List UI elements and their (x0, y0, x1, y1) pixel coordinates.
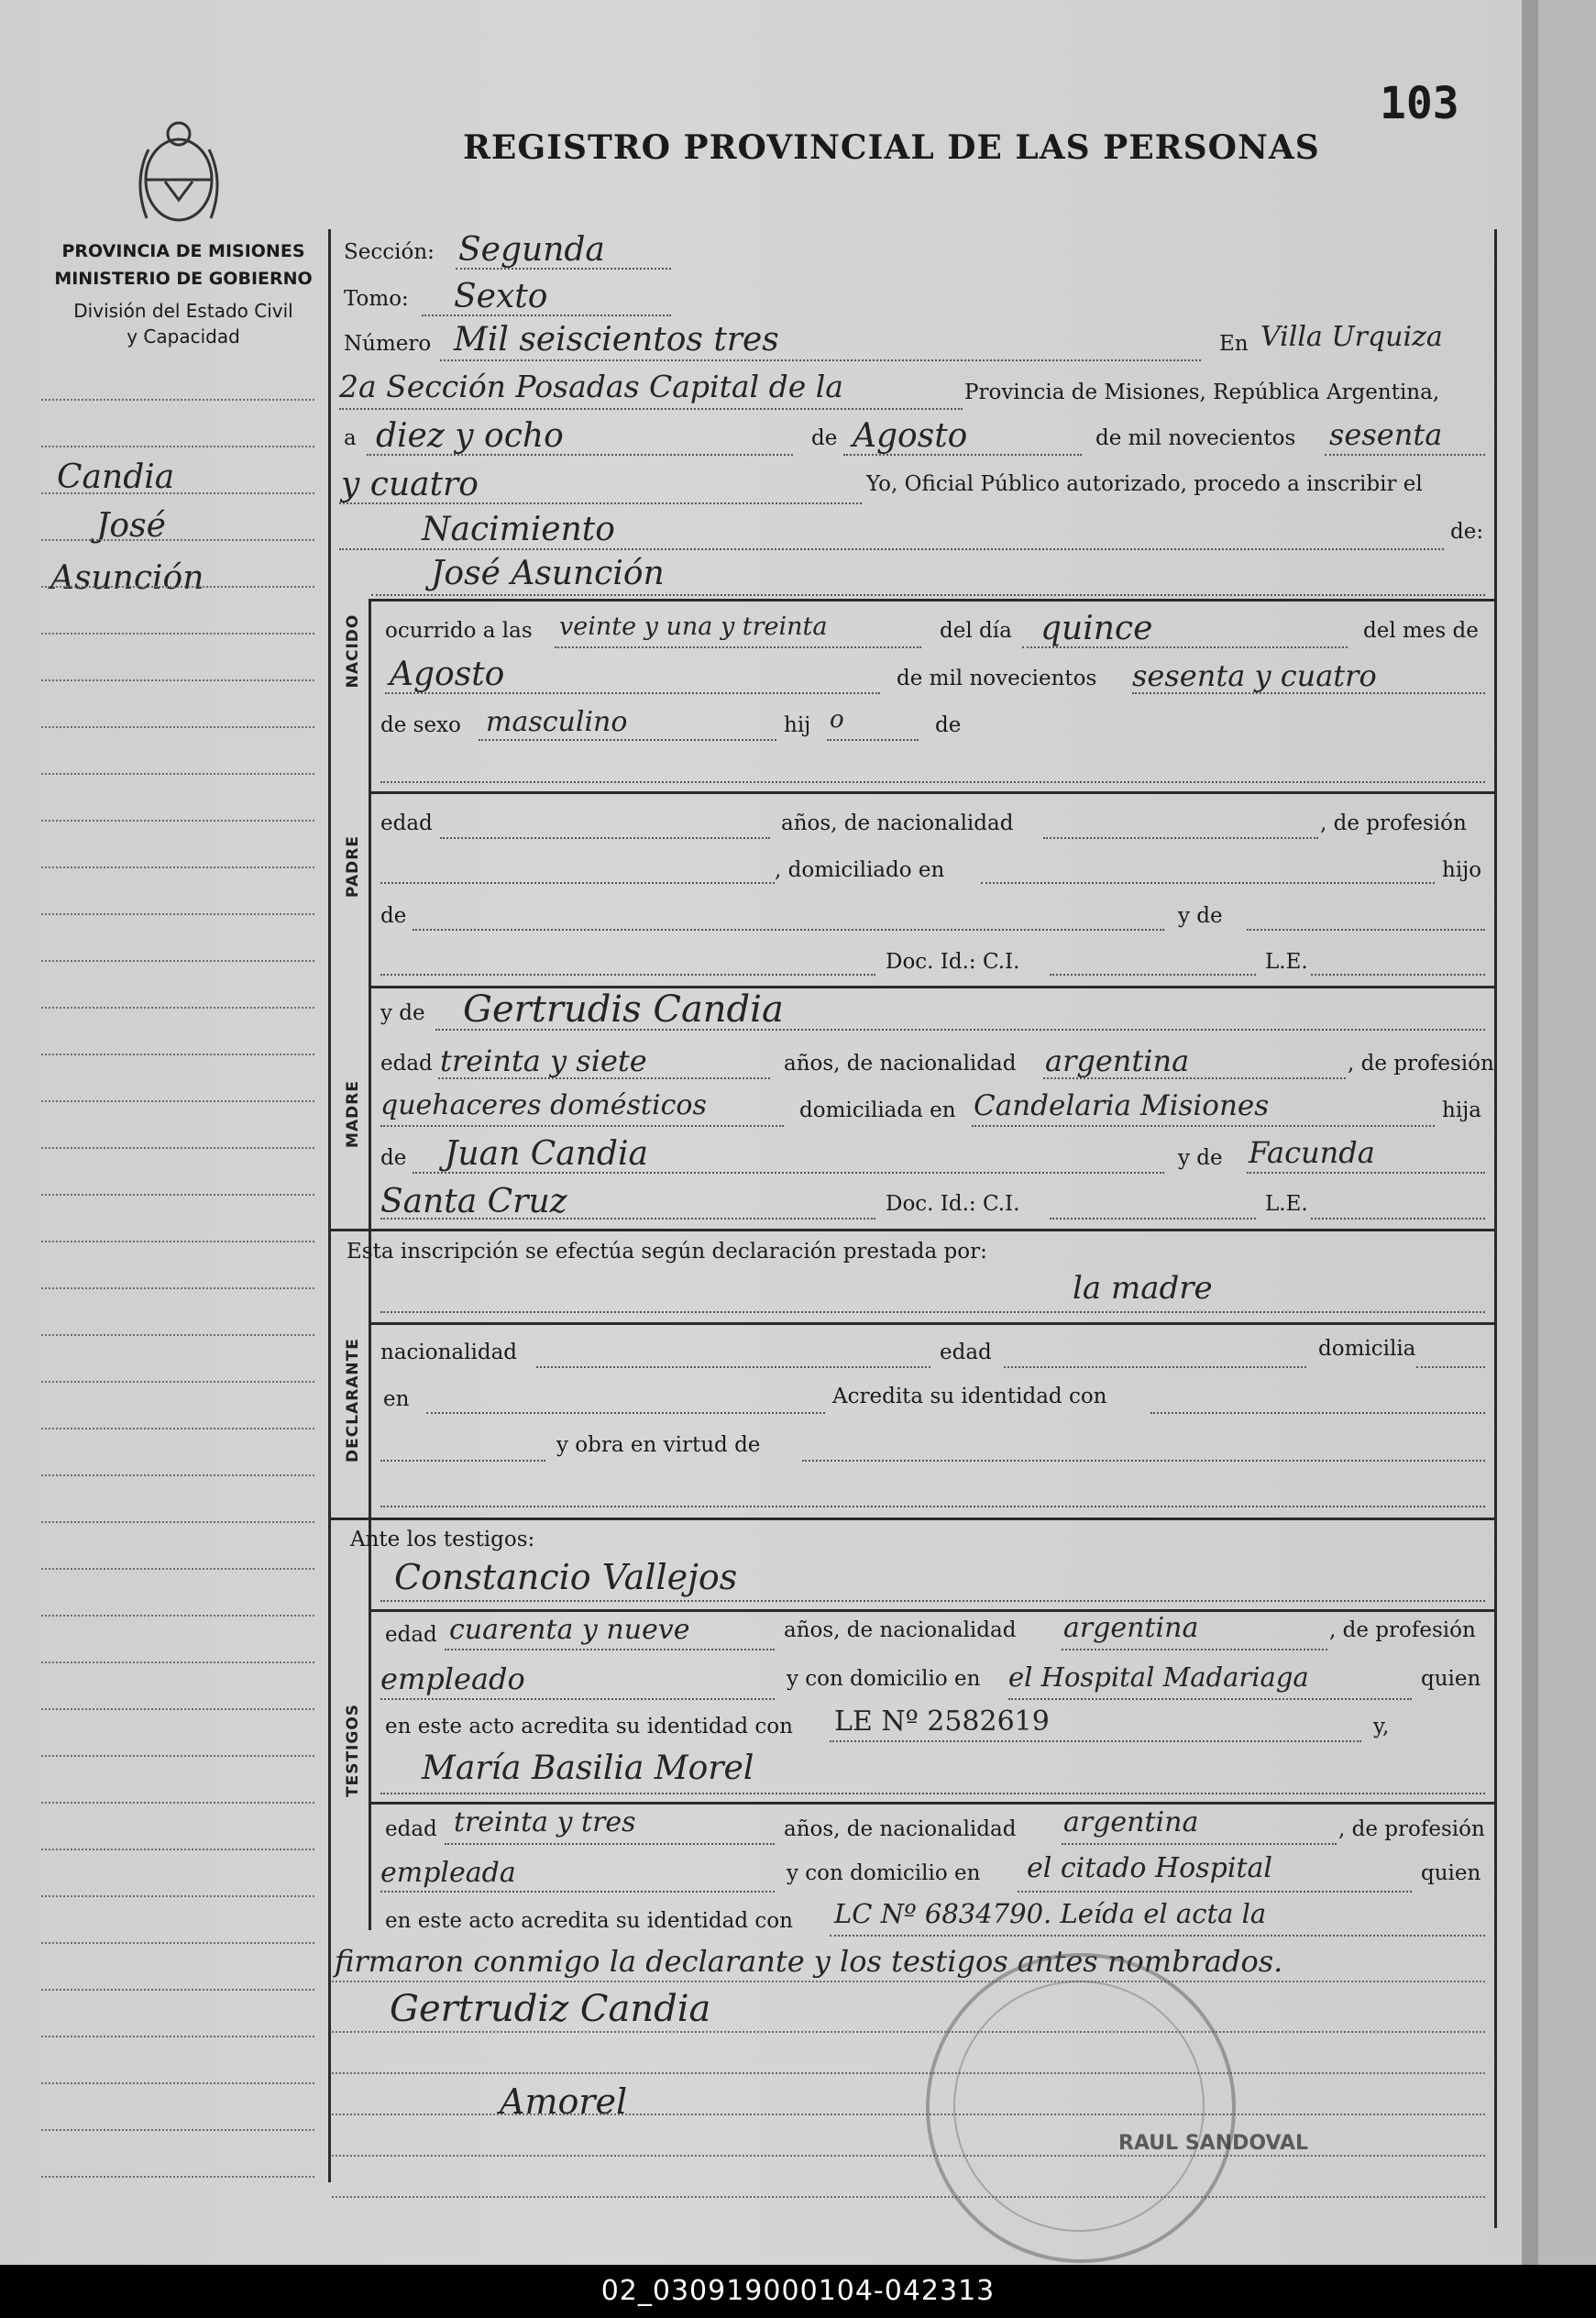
field-line (1247, 929, 1485, 931)
margin-ruled-line (41, 539, 314, 541)
field-line (435, 1029, 1485, 1031)
label-anos-nac-t2: años, de nacionalidad (784, 1817, 1017, 1841)
field-line (339, 408, 963, 410)
field-line (380, 1698, 775, 1700)
margin-ruled-line (41, 1895, 314, 1897)
value-madre-edad: treinta y siete (440, 1043, 647, 1078)
field-line (380, 1311, 1485, 1313)
org-line-ministry: MINISTERIO DE GOBIERNO (54, 269, 313, 289)
margin-ruled-line (41, 1381, 314, 1383)
margin-ruled-line (41, 1521, 314, 1523)
margin-ruled-line (41, 1241, 314, 1242)
label-anos-nac-padre: años, de nacionalidad (781, 811, 1014, 835)
label-ocurrido: ocurrido a las (385, 619, 533, 643)
label-con-domicilio-t1: y con domicilio en (787, 1667, 981, 1691)
scan-identifier: 02_030919000104-042313 (0, 2265, 1596, 2318)
value-cierre: firmaron conmigo la declarante y los testigos antes nombrados. (335, 1944, 1283, 1979)
value-t1-dom: el Hospital Madariaga (1008, 1661, 1309, 1693)
section-divider (369, 1322, 1494, 1325)
field-line (1325, 454, 1485, 456)
label-edad-decl: edad (940, 1341, 992, 1364)
label-hija: hija (1442, 1098, 1482, 1122)
value-madre-prof: quehaceres domésticos (380, 1089, 707, 1121)
field-line (972, 1125, 1435, 1127)
field-line (380, 882, 775, 884)
value-lugar: 2a Sección Posadas Capital de la (339, 369, 843, 404)
page-title: REGISTRO PROVINCIAL DE LAS PERSONAS (463, 128, 1320, 167)
value-t1-nac: argentina (1063, 1612, 1199, 1644)
margin-ruled-line (41, 1615, 314, 1617)
section-divider (328, 1518, 1494, 1520)
value-anio-cont: y cuatro (341, 466, 479, 503)
margin-note-first-name: José (96, 507, 166, 545)
value-hora: veinte y una y treinta (559, 613, 828, 641)
margin-ruled-line (41, 1334, 314, 1336)
field-line (1416, 1366, 1485, 1368)
value-mes-nac: Agosto (390, 656, 505, 693)
field-line (380, 781, 1485, 783)
margin-ruled-line (41, 1007, 314, 1009)
section-label-testigos: TESTIGOS (344, 1703, 362, 1797)
field-line (1008, 1698, 1412, 1700)
label-de-colon: de: (1450, 520, 1484, 544)
margin-ruled-line (41, 1942, 314, 1944)
label-numero: Número (344, 332, 432, 356)
coat-of-arms-icon (128, 108, 229, 237)
label-de-sexo: de sexo (380, 713, 461, 737)
label-con-domicilio-t2: y con domicilio en (787, 1861, 981, 1885)
field-line (830, 1740, 1361, 1742)
label-edad-padre: edad (380, 811, 433, 835)
margin-ruled-line (41, 773, 314, 775)
field-line (371, 594, 1485, 596)
label-acredita-t1: en este acto acredita su identidad con (385, 1715, 793, 1738)
page-edge (1522, 0, 1538, 2265)
label-de-hij: de (935, 713, 962, 737)
section-divider (369, 1802, 1494, 1805)
label-edad-t2: edad (385, 1817, 437, 1841)
label-edad-t1: edad (385, 1623, 437, 1647)
field-line (1311, 1218, 1485, 1220)
label-hijo: hijo (1442, 858, 1482, 882)
margin-ruled-line (41, 1661, 314, 1663)
value-acto: Nacimiento (422, 511, 615, 548)
field-line (536, 1366, 930, 1368)
org-line-province: PROVINCIA DE MISIONES (61, 241, 305, 261)
value-declarante: la madre (1073, 1270, 1213, 1307)
value-t1-prof: empleado (380, 1661, 525, 1696)
label-profesion-madre: , de profesión (1348, 1052, 1494, 1076)
section-divider (369, 599, 1494, 602)
label-y-coma: y, (1373, 1715, 1390, 1738)
section-label-padre: PADRE (344, 835, 362, 898)
margin-ruled-line (41, 1989, 314, 1991)
label-del-mes-de: del mes de (1363, 619, 1479, 643)
label-ante-testigos: Ante los testigos: (350, 1528, 535, 1551)
value-madre-dom: Candelaria Misiones (974, 1089, 1270, 1122)
field-line (1150, 1412, 1485, 1414)
label-en-decl: en (383, 1387, 410, 1411)
margin-ruled-line (41, 1802, 314, 1804)
value-anio-nac: sesenta y cuatro (1132, 658, 1377, 693)
margin-ruled-line (41, 2082, 314, 2084)
margin-ruled-line (41, 492, 314, 494)
label-quien-t2: quien (1421, 1861, 1481, 1885)
value-en: Villa Urquiza (1260, 321, 1443, 353)
field-line (830, 1935, 1485, 1937)
label-edad-madre: edad (380, 1052, 433, 1076)
value-t1-doc: LE Nº 2582619 (834, 1705, 1050, 1738)
field-line (981, 882, 1435, 884)
margin-note-surname: Candia (57, 458, 175, 496)
label-seccion: Sección: (344, 240, 435, 264)
value-testigo2: María Basilia Morel (422, 1750, 754, 1787)
label-tomo: Tomo: (344, 287, 409, 311)
label-profesion-padre: , de profesión (1320, 811, 1467, 835)
org-line-capacidad: y Capacidad (127, 326, 240, 348)
label-domiciliado: , domiciliado en (775, 858, 945, 882)
label-y-de-madre2: y de (1178, 1146, 1223, 1170)
field-line (440, 837, 770, 839)
label-de-mil: de mil novecientos (1095, 426, 1296, 450)
value-nombre: José Asunción (431, 555, 665, 592)
value-testigo1: Constancio Vallejos (394, 1557, 738, 1597)
label-domicilia: domicilia (1318, 1337, 1416, 1361)
value-t2-doc: LC Nº 6834790. Leída el acta la (834, 1898, 1267, 1929)
label-yo-oficial: Yo, Oficial Público autorizado, procedo a inscribir el (866, 472, 1423, 496)
margin-ruled-line (41, 820, 314, 822)
margin-ruled-line (41, 866, 314, 868)
margin-ruled-line (41, 2036, 314, 2037)
margin-ruled-line (41, 1708, 314, 1710)
label-acredita-t2: en este acto acredita su identidad con (385, 1909, 793, 1933)
margin-ruled-line (41, 913, 314, 915)
label-quien-t1: quien (1421, 1667, 1481, 1691)
value-t1-edad: cuarenta y nueve (449, 1614, 690, 1646)
label-doc-id-madre: Doc. Id.: C.I. (886, 1192, 1020, 1216)
value-madre-madre: Facunda (1249, 1135, 1375, 1170)
value-tomo: Sexto (454, 278, 548, 315)
value-seccion: Segunda (458, 231, 605, 269)
signature-line (332, 2114, 1485, 2115)
margin-ruled-line (41, 2129, 314, 2131)
label-y-de-madre: y de (380, 1001, 425, 1025)
label-le-padre: L.E. (1265, 950, 1308, 974)
field-line (1043, 837, 1318, 839)
page-number: 103 (1380, 78, 1459, 129)
label-en: En (1219, 332, 1249, 356)
field-line (380, 1600, 1485, 1602)
margin-ruled-line (41, 960, 314, 962)
value-dia: diez y ocho (376, 417, 564, 455)
margin-ruled-line (41, 1474, 314, 1476)
margin-ruled-line (41, 1849, 314, 1850)
margin-ruled-line (41, 1194, 314, 1196)
margin-ruled-line (41, 1568, 314, 1570)
field-line (445, 1843, 775, 1845)
field-line (380, 1891, 775, 1893)
underlying-page (1538, 0, 1596, 2265)
field-line (445, 1649, 775, 1650)
value-t2-prof: empleada (380, 1857, 516, 1889)
margin-ruled-line (41, 679, 314, 681)
label-anos-nac-t1: años, de nacionalidad (784, 1618, 1017, 1642)
label-nacionalidad: nacionalidad (380, 1341, 518, 1364)
margin-ruled-line (41, 586, 314, 588)
label-obra: y obra en virtud de (556, 1433, 761, 1457)
margin-ruled-line (41, 446, 314, 447)
margin-ruled-line (41, 1428, 314, 1429)
signature-line (332, 2196, 1485, 2198)
margin-ruled-line (41, 2176, 314, 2178)
margin-ruled-line (41, 1147, 314, 1149)
value-hij-suffix: o (830, 706, 844, 734)
label-del-dia: del día (940, 619, 1012, 643)
field-line (802, 1460, 1485, 1462)
org-line-division: División del Estado Civil (73, 300, 293, 322)
field-line (380, 1218, 875, 1220)
label-de-mes: de (811, 426, 838, 450)
main-left-border (328, 229, 331, 2182)
value-madre-nombre: Gertrudis Candia (463, 988, 784, 1031)
value-anio: sesenta (1329, 417, 1443, 452)
signature-testigo: Amorel (500, 2081, 628, 2122)
label-profesion-t1: , de profesión (1329, 1618, 1476, 1642)
label-de-madre: de (380, 1146, 407, 1170)
section-divider (369, 791, 1494, 794)
label-a: a (344, 426, 357, 450)
signature-line (332, 2072, 1485, 2074)
margin-ruled-line (41, 1287, 314, 1289)
label-de-padre: de (380, 904, 407, 928)
value-madre-padre: Juan Candia (445, 1135, 648, 1173)
label-profesion-t2: , de profesión (1338, 1817, 1485, 1841)
field-line (380, 1460, 545, 1462)
field-line (555, 646, 921, 648)
label-domiciliada: domiciliada en (799, 1098, 956, 1122)
value-t2-nac: argentina (1063, 1806, 1199, 1838)
field-line (1050, 1218, 1256, 1220)
section-divider (369, 1609, 1494, 1612)
section-label-madre: MADRE (344, 1080, 362, 1148)
label-anos-nac-madre: años, de nacionalidad (784, 1052, 1017, 1076)
value-sexo: masculino (486, 706, 628, 738)
margin-ruled-line (41, 633, 314, 635)
field-line (1018, 1891, 1412, 1893)
field-line (1247, 1172, 1485, 1174)
field-line (1311, 974, 1485, 976)
signature-line (332, 2031, 1485, 2033)
stamp-officer-name: RAUL SANDOVAL (1118, 2132, 1309, 2155)
section-divider (328, 1229, 1494, 1231)
margin-ruled-line (41, 726, 314, 728)
section-label-border (369, 601, 371, 1930)
signature-line (332, 2155, 1485, 2157)
main-right-border (1494, 229, 1497, 2228)
value-numero: Mil seiscientos tres (454, 321, 779, 359)
label-le-madre: L.E. (1265, 1192, 1308, 1216)
label-y-de-padre: y de (1178, 904, 1223, 928)
label-de-mil-nac: de mil novecientos (897, 667, 1097, 690)
margin-ruled-line (41, 1054, 314, 1055)
value-madre-nac: argentina (1045, 1043, 1190, 1078)
margin-ruled-line (41, 1755, 314, 1757)
signature-line (332, 1981, 1485, 1982)
section-label-nacido: NACIDO (344, 613, 362, 689)
margin-ruled-line (41, 1100, 314, 1102)
field-line (380, 974, 875, 976)
value-dia-nac: quince (1040, 610, 1153, 647)
margin-note-second-name: Asunción (50, 559, 204, 597)
field-line (380, 1125, 784, 1127)
field-line (1004, 1366, 1306, 1368)
field-line (413, 929, 1164, 931)
field-line (380, 1793, 1485, 1794)
signature-declarante: Gertrudiz Candia (390, 1988, 711, 2030)
field-line (1050, 974, 1256, 976)
official-seal-inner-ring (953, 1981, 1205, 2232)
value-madre-madre-cont: Santa Cruz (380, 1183, 567, 1220)
label-provincia: Provincia de Misiones, República Argentina, (964, 381, 1440, 404)
field-line (380, 1506, 1485, 1507)
margin-ruled-line (41, 399, 314, 401)
field-line (385, 692, 880, 694)
field-line (440, 359, 1201, 361)
value-t2-dom: el citado Hospital (1027, 1852, 1272, 1884)
field-line (1062, 1649, 1327, 1650)
field-line (339, 548, 1444, 550)
label-esta-inscripcion: Esta inscripción se efectúa según declaración prestada por: (347, 1240, 987, 1264)
label-acredita: Acredita su identidad con (832, 1385, 1107, 1408)
label-doc-id-padre: Doc. Id.: C.I. (886, 950, 1020, 974)
value-mes: Agosto (853, 417, 968, 455)
field-line (426, 1412, 825, 1414)
field-line (479, 739, 776, 741)
label-hij: hij (784, 713, 811, 737)
field-line (339, 502, 862, 504)
value-t2-edad: treinta y tres (454, 1806, 636, 1838)
field-line (1062, 1843, 1337, 1845)
section-label-declarante: DECLARANTE (344, 1338, 362, 1463)
field-line (827, 739, 919, 741)
